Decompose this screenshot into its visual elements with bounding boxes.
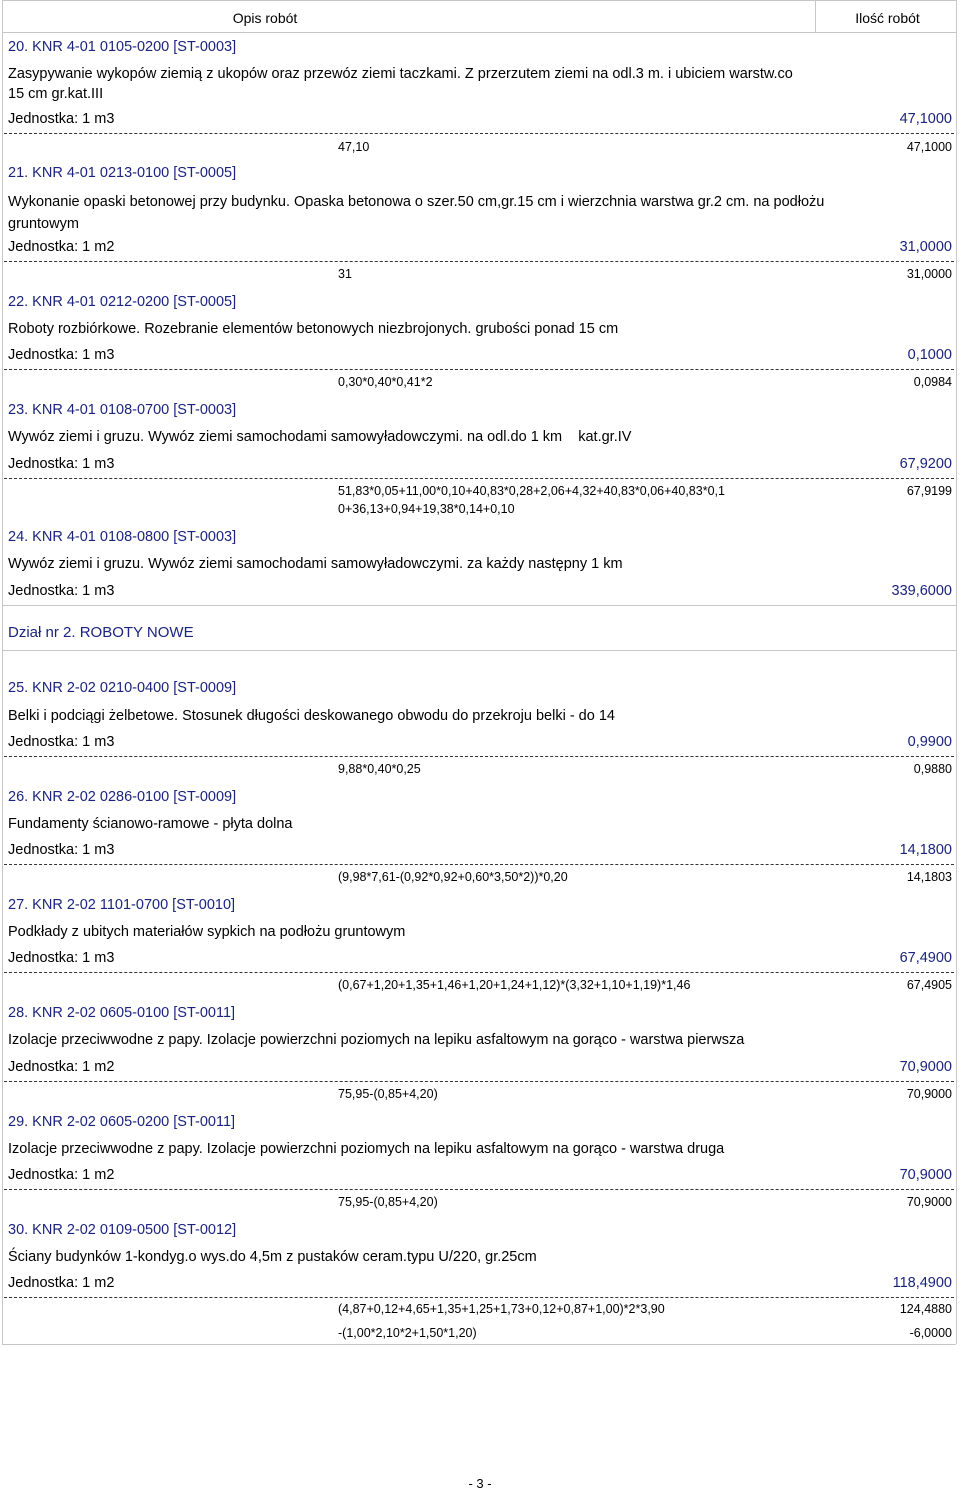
- item-code: 20. KNR 4-01 0105-0200 [ST-0003]: [8, 39, 237, 55]
- item-code: 28. KNR 2-02 0605-0100 [ST-0011]: [8, 1005, 236, 1021]
- page-number: - 3 -: [468, 1476, 492, 1491]
- section-divider: [2, 605, 956, 606]
- header-opis: Opis robót: [232, 10, 298, 26]
- item-quantity: 118,4900: [892, 1275, 952, 1291]
- calc-expression: 51,83*0,05+11,00*0,10+40,83*0,28+2,06+4,32+40,83*0,06+40,83*0,1: [338, 484, 725, 498]
- header-ilosc: Ilość robót: [855, 10, 920, 26]
- item-code: 27. KNR 2-02 1101-0700 [ST-0010]: [8, 897, 236, 913]
- item-quantity: 70,9000: [899, 1059, 952, 1075]
- item-unit: Jednostka: 1 m3: [8, 347, 115, 363]
- item-unit: Jednostka: 1 m2: [8, 239, 115, 255]
- calc-value: 67,9199: [906, 484, 952, 498]
- calc-expression: (0,67+1,20+1,35+1,46+1,20+1,24+1,12)*(3,32+1,10+1,19)*1,46: [338, 978, 691, 992]
- item-quantity: 0,9900: [907, 734, 952, 750]
- item-quantity: 0,1000: [907, 347, 952, 363]
- calc-expression: 9,88*0,40*0,25: [338, 762, 421, 776]
- frame-split: [815, 0, 816, 32]
- item-divider: [4, 133, 954, 134]
- calc-expression: 47,10: [338, 140, 370, 154]
- item-description: Roboty rozbiórkowe. Rozebranie elementów betonowych niezbrojonych. grubości ponad 15 cm: [8, 321, 619, 337]
- item-description: Zasypywanie wykopów ziemią z ukopów oraz przewóz ziemi taczkami. Z przerzutem ziemi na odl.3 m. i ubiciem warstw.co 15 cm gr.kat.III: [8, 66, 793, 102]
- header-divider: [2, 32, 956, 33]
- calc-value: 124,4880: [899, 1302, 952, 1316]
- frame-left: [2, 0, 3, 1344]
- item-quantity: 47,1000: [899, 111, 952, 127]
- item-unit: Jednostka: 1 m3: [8, 950, 115, 966]
- calc-value: 47,1000: [906, 140, 952, 154]
- item-description: Belki i podciągi żelbetowe. Stosunek długości deskowanego obwodu do przekroju belki - do 14: [8, 708, 615, 724]
- item-divider: [4, 1189, 954, 1190]
- item-code: 26. KNR 2-02 0286-0100 [ST-0009]: [8, 789, 237, 805]
- item-divider: [4, 478, 954, 479]
- item-description: Wywóz ziemi i gruzu. Wywóz ziemi samochodami samowyładowczymi. na odl.do 1 km kat.gr.IV: [8, 429, 632, 445]
- calc-expression: -(1,00*2,10*2+1,50*1,20): [338, 1326, 477, 1340]
- item-quantity: 31,0000: [899, 239, 952, 255]
- item-divider: [4, 864, 954, 865]
- calc-expression: 75,95-(0,85+4,20): [338, 1087, 438, 1101]
- calc-expression: 0+36,13+0,94+19,38*0,14+0,10: [338, 502, 515, 516]
- item-divider: [4, 972, 954, 973]
- item-unit: Jednostka: 1 m3: [8, 456, 115, 472]
- item-unit: Jednostka: 1 m3: [8, 111, 115, 127]
- item-unit: Jednostka: 1 m2: [8, 1275, 115, 1291]
- item-unit: Jednostka: 1 m3: [8, 842, 115, 858]
- calc-value: 0,9880: [913, 762, 952, 776]
- item-quantity: 67,9200: [899, 456, 952, 472]
- item-description: Izolacje przeciwwodne z papy. Izolacje powierzchni poziomych na lepiku asfaltowym na gorąco - warstwa druga: [8, 1141, 725, 1157]
- item-description: Izolacje przeciwwodne z papy. Izolacje powierzchni poziomych na lepiku asfaltowym na gorąco - warstwa pierwsza: [8, 1032, 745, 1048]
- calc-expression: 0,30*0,40*0,41*2: [338, 375, 433, 389]
- item-code: 24. KNR 4-01 0108-0800 [ST-0003]: [8, 529, 237, 545]
- item-divider: [4, 369, 954, 370]
- item-divider: [4, 1081, 954, 1082]
- calc-value: 0,0984: [913, 375, 952, 389]
- section-divider: [2, 650, 956, 651]
- item-description: Ściany budynków 1-kondyg.o wys.do 4,5m z pustaków ceram.typu U/220, gr.25cm: [8, 1249, 537, 1265]
- item-code: 23. KNR 4-01 0108-0700 [ST-0003]: [8, 402, 237, 418]
- item-unit: Jednostka: 1 m3: [8, 734, 115, 750]
- calc-value: 14,1803: [906, 870, 952, 884]
- calc-value: 31,0000: [906, 267, 952, 281]
- item-code: 29. KNR 2-02 0605-0200 [ST-0011]: [8, 1114, 236, 1130]
- calc-value: -6,0000: [909, 1326, 952, 1340]
- calc-value: 67,4905: [906, 978, 952, 992]
- item-description: Podkłady z ubitych materiałów sypkich na podłożu gruntowym: [8, 924, 406, 940]
- item-quantity: 14,1800: [899, 842, 952, 858]
- item-unit: Jednostka: 1 m3: [8, 583, 115, 599]
- item-description: Wykonanie opaski betonowej przy budynku. Opaska betonowa o szer.50 cm,gr.15 cm i wierzchnia warstwa gr.2 cm. na podłożu gruntowym: [8, 194, 825, 232]
- calc-expression: (9,98*7,61-(0,92*0,92+0,60*3,50*2))*0,20: [338, 870, 568, 884]
- item-description: Wywóz ziemi i gruzu. Wywóz ziemi samochodami samowyładowczymi. za każdy następny 1 km: [8, 556, 623, 572]
- item-quantity: 67,4900: [899, 950, 952, 966]
- item-quantity: 339,6000: [891, 583, 952, 599]
- section-title: Dział nr 2. ROBOTY NOWE: [8, 624, 194, 641]
- item-divider: [4, 1297, 954, 1298]
- item-code: 25. KNR 2-02 0210-0400 [ST-0009]: [8, 680, 237, 696]
- item-divider: [4, 756, 954, 757]
- calc-value: 70,9000: [906, 1087, 952, 1101]
- frame-top: [2, 0, 956, 1]
- item-code: 30. KNR 2-02 0109-0500 [ST-0012]: [8, 1222, 237, 1238]
- item-divider: [4, 261, 954, 262]
- calc-value: 70,9000: [906, 1195, 952, 1209]
- frame-right: [956, 0, 957, 1344]
- calc-expression: (4,87+0,12+4,65+1,35+1,25+1,73+0,12+0,87+1,00)*2*3,90: [338, 1302, 665, 1316]
- item-unit: Jednostka: 1 m2: [8, 1059, 115, 1075]
- item-quantity: 70,9000: [899, 1167, 952, 1183]
- item-unit: Jednostka: 1 m2: [8, 1167, 115, 1183]
- frame-bottom: [2, 1344, 956, 1345]
- calc-expression: 75,95-(0,85+4,20): [338, 1195, 438, 1209]
- item-description: Fundamenty ścianowo-ramowe - płyta dolna: [8, 816, 293, 832]
- calc-expression: 31: [338, 267, 352, 281]
- item-code: 21. KNR 4-01 0213-0100 [ST-0005]: [8, 165, 237, 181]
- item-code: 22. KNR 4-01 0212-0200 [ST-0005]: [8, 294, 237, 310]
